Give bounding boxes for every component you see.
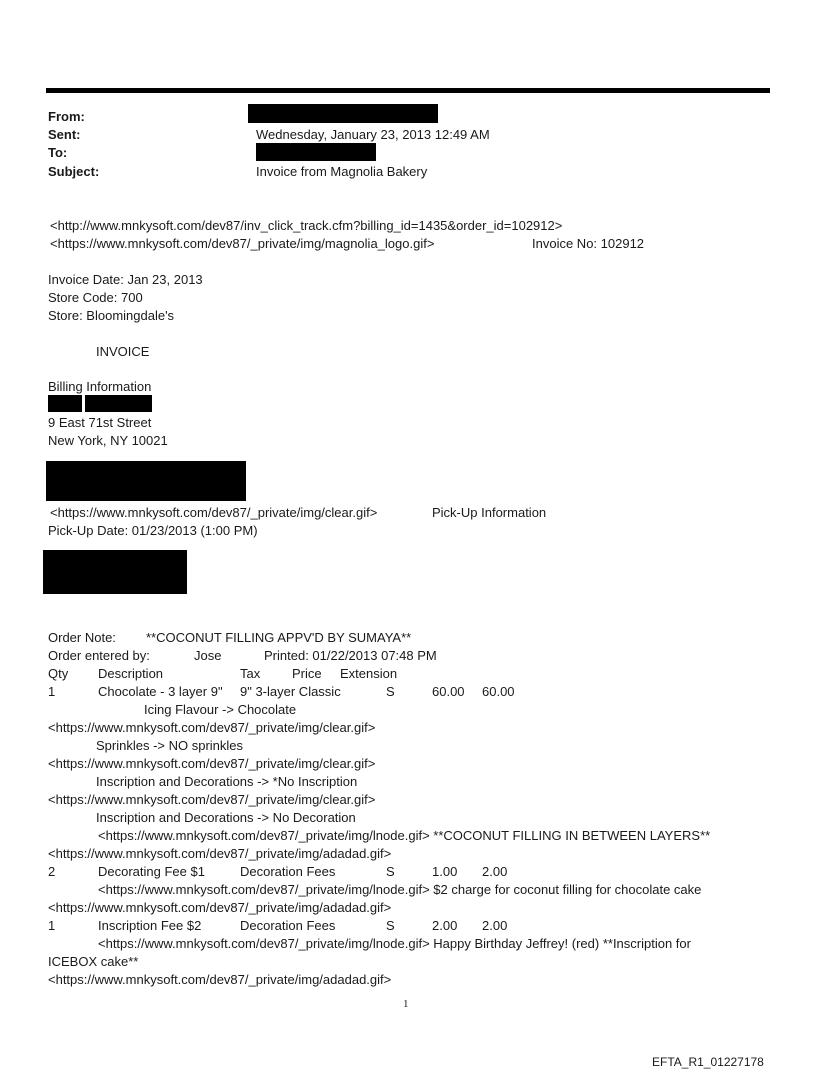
line-category: Decoration Fees: [240, 864, 336, 879]
col-price: Price: [292, 666, 322, 681]
line-price: 2.00: [432, 918, 458, 933]
redacted-recipient: [256, 143, 376, 161]
bates-number: EFTA_R1_01227178: [652, 1055, 764, 1069]
line-tax: S: [386, 918, 395, 933]
line-category: Decoration Fees: [240, 918, 336, 933]
order-note-label: Order Note:: [48, 630, 116, 645]
line-detail: Inscription and Decorations -> *No Inscription: [96, 774, 358, 789]
image-link[interactable]: <https://www.mnkysoft.com/dev87/_private/img/lnode.gif> **COCONUT FILLING IN BETWEEN LAYERS**: [98, 828, 711, 843]
col-tax: Tax: [240, 666, 261, 681]
col-qty: Qty: [48, 666, 69, 681]
billing-street: 9 East 71st Street: [48, 415, 152, 430]
line-detail: Icing Flavour -> Chocolate: [144, 702, 297, 717]
invoice-number: Invoice No: 102912: [532, 236, 645, 251]
logo-link[interactable]: <https://www.mnkysoft.com/dev87/_private/img/magnolia_logo.gif>: [50, 236, 435, 251]
col-description: Description: [98, 666, 164, 681]
line-price: 60.00: [432, 684, 465, 699]
image-link[interactable]: <https://www.mnkysoft.com/dev87/_private/img/clear.gif>: [48, 756, 376, 771]
image-link[interactable]: <https://www.mnkysoft.com/dev87/_private/img/adadad.gif>: [48, 900, 392, 915]
billing-city: New York, NY 10021: [48, 433, 168, 448]
line-detail: Sprinkles -> NO sprinkles: [96, 738, 244, 753]
line-detail: Inscription and Decorations -> No Decoration: [96, 810, 356, 825]
pickup-date: Pick-Up Date: 01/23/2013 (1:00 PM): [48, 523, 258, 538]
store-name: Store: Bloomingdale's: [48, 308, 175, 323]
line-qty: 1: [48, 918, 56, 933]
image-link[interactable]: <https://www.mnkysoft.com/dev87/_private/img/lnode.gif> $2 charge for coconut filling for chocolate cake: [98, 882, 702, 897]
image-link[interactable]: <https://www.mnkysoft.com/dev87/_private/img/adadad.gif>: [48, 972, 392, 987]
invoice-date: Invoice Date: Jan 23, 2013: [48, 272, 203, 287]
line-qty: 2: [48, 864, 56, 879]
printed-date: Printed: 01/22/2013 07:48 PM: [264, 648, 437, 663]
col-extension: Extension: [340, 666, 398, 681]
redacted-billing-last: [85, 395, 152, 412]
subject-label: Subject:: [48, 164, 100, 179]
redacted-block-2: [43, 550, 187, 594]
line-qty: 1: [48, 684, 56, 699]
entered-by-value: Jose: [194, 648, 222, 663]
line-extension: 2.00: [482, 864, 508, 879]
line-price: 1.00: [432, 864, 458, 879]
line-extension: 2.00: [482, 918, 508, 933]
image-link[interactable]: <https://www.mnkysoft.com/dev87/_private/img/clear.gif>: [48, 792, 376, 807]
billing-title: Billing Information: [48, 379, 152, 394]
line-description: Inscription Fee $2: [98, 918, 202, 933]
order-note-value: **COCONUT FILLING APPV'D BY SUMAYA**: [146, 630, 412, 645]
line-tax: S: [386, 864, 395, 879]
line-detail: ICEBOX cake**: [48, 954, 139, 969]
sent-label: Sent:: [48, 127, 81, 142]
image-link[interactable]: <https://www.mnkysoft.com/dev87/_private/img/lnode.gif> Happy Birthday Jeffrey! (red) **Inscription for: [98, 936, 691, 951]
image-link[interactable]: <https://www.mnkysoft.com/dev87/_private/img/clear.gif>: [48, 720, 376, 735]
to-label: To:: [48, 145, 68, 160]
click-track-link[interactable]: <http://www.mnkysoft.com/dev87/inv_click_track.cfm?billing_id=1435&order_id=102912>: [50, 218, 563, 233]
line-description: Chocolate - 3 layer 9": [98, 684, 223, 699]
line-tax: S: [386, 684, 395, 699]
subject-value: Invoice from Magnolia Bakery: [256, 164, 428, 179]
page-number: 1: [403, 998, 409, 1010]
entered-by-label: Order entered by:: [48, 648, 150, 663]
redacted-billing-first: [48, 395, 82, 412]
invoice-title: INVOICE: [96, 344, 150, 359]
redacted-block-1: [46, 461, 246, 501]
header-rule: [46, 88, 770, 93]
store-code: Store Code: 700: [48, 290, 143, 305]
line-extension: 60.00: [482, 684, 515, 699]
image-link[interactable]: <https://www.mnkysoft.com/dev87/_private/img/adadad.gif>: [48, 846, 392, 861]
from-label: From:: [48, 109, 85, 124]
sent-value: Wednesday, January 23, 2013 12:49 AM: [256, 127, 490, 142]
pickup-clear-link[interactable]: <https://www.mnkysoft.com/dev87/_private/img/clear.gif>: [50, 505, 378, 520]
pickup-title: Pick-Up Information: [432, 505, 547, 520]
line-category: 9" 3-layer Classic: [240, 684, 341, 699]
redacted-sender: [248, 104, 438, 123]
line-description: Decorating Fee $1: [98, 864, 205, 879]
